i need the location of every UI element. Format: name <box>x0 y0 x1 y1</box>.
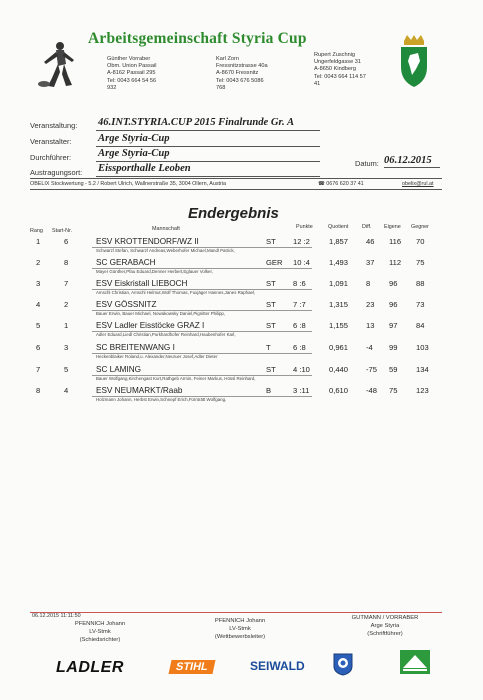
contact-vorraber: Günther Vorraber Obm. Union Passail A-8162 Passail 295 Tel: 0043 664 54 56 932 <box>107 56 157 91</box>
cell-gegner: 134 <box>416 365 429 374</box>
sponsor-green-logo-icon <box>400 650 430 674</box>
cell-quotient: 1,091 <box>329 279 349 288</box>
col-diff: Diff. <box>362 224 372 230</box>
signature-schiedsrichter: PFENNICH Johann LV-Stmk (Schiedsrichter) <box>74 621 126 643</box>
sponsor-seiwald: SEIWALD <box>250 659 305 673</box>
team-players: Bauer Wolfgang,Kirchengast Kurt,Rathgeb Armin, Feiner Markus, Hössl Reinhard, <box>96 376 256 381</box>
col-quotient: Quotient <box>328 224 349 230</box>
cell-gegner: 123 <box>416 386 429 395</box>
footer-timestamp: 06.12.2015 11:11:50 <box>32 613 81 619</box>
cell-punkte: 4 :10 <box>293 365 310 374</box>
cell-team: SC LAMING <box>96 365 142 374</box>
cell-startnr: 7 <box>64 279 69 288</box>
cell-diff: -75 <box>366 365 377 374</box>
cell-startnr: 3 <box>64 343 69 352</box>
datum-underline <box>384 167 440 168</box>
contact-zuschnig: Rupert Zuschnig Ungerfeldgasse 31 A-8650 Kindberg Tel: 0043 664 114 57 41 <box>314 52 366 87</box>
cell-startnr: 4 <box>64 386 69 395</box>
cell-diff: 23 <box>366 300 375 309</box>
cell-land: ST <box>266 279 276 288</box>
cell-startnr: 5 <box>64 365 69 374</box>
cell-team: SC GERABACH <box>96 258 156 267</box>
durchfuehrer-label: Durchführer: <box>30 153 72 162</box>
cell-rang: 3 <box>36 279 41 288</box>
cell-quotient: 1,857 <box>329 237 349 246</box>
cell-punkte: 6 :8 <box>293 343 306 352</box>
team-players: Adler Eduard,Liedl Christian,Purkhardhofer Reinhard,Haubenhofer Karl, <box>96 332 236 337</box>
cell-land: GER <box>266 258 283 267</box>
cell-quotient: 1,155 <box>329 321 349 330</box>
cell-team: SC BREITENWANG I <box>96 343 175 352</box>
cell-startnr: 1 <box>64 321 69 330</box>
ort-value: Eissporthalle Leoben <box>98 163 191 174</box>
cell-eigene: 96 <box>389 300 398 309</box>
signature-schriftfuehrer: GUTMANN / VORRABER Arge Styria (Schriftführer) <box>351 615 419 637</box>
cell-rang: 6 <box>36 343 41 352</box>
cell-eigene: 96 <box>389 279 398 288</box>
sponsor-ladler: LADLER <box>56 659 124 676</box>
cell-diff: -48 <box>366 386 377 395</box>
veranstaltung-value: 46.INT.STYRIA.CUP 2015 Finalrunde Gr. A <box>98 117 295 128</box>
cell-gegner: 103 <box>416 343 429 352</box>
cell-quotient: 0,440 <box>329 365 349 374</box>
cell-startnr: 6 <box>64 237 69 246</box>
cell-quotient: 0,961 <box>329 343 349 352</box>
cell-diff: 46 <box>366 237 375 246</box>
cell-gegner: 88 <box>416 279 425 288</box>
cell-diff: 8 <box>366 279 371 288</box>
cell-rang: 4 <box>36 300 41 309</box>
cell-eigene: 59 <box>389 365 398 374</box>
col-startnr: Start-Nr. <box>52 228 73 234</box>
veranstalter-value: Arge Styria-Cup <box>98 133 170 144</box>
cell-eigene: 116 <box>389 237 402 246</box>
cell-rang: 5 <box>36 321 41 330</box>
cell-gegner: 73 <box>416 300 425 309</box>
cell-rang: 2 <box>36 258 41 267</box>
col-rang: Rang <box>30 228 43 234</box>
cell-startnr: 2 <box>64 300 69 309</box>
org-title: Arbeitsgemeinschaft Styria Cup <box>88 30 307 47</box>
sponsor-emblem-icon <box>332 652 354 676</box>
cell-rang: 7 <box>36 365 41 374</box>
col-punkte: Punkte <box>296 224 313 230</box>
styria-coat-of-arms-icon <box>398 35 430 87</box>
cell-eigene: 99 <box>389 343 398 352</box>
veranstalter-label: Veranstalter: <box>30 137 72 146</box>
ort-label: Austragungsort: <box>30 168 83 177</box>
cell-quotient: 0,610 <box>329 386 349 395</box>
veranstaltung-label: Veranstaltung: <box>30 121 78 130</box>
results-heading: Endergebnis <box>188 205 279 222</box>
datum-label: Datum: <box>355 159 379 168</box>
team-players: Mayer Günther,Pfau Eduard,Denner Herbert,Eglauer Volker, <box>96 269 213 274</box>
cell-rang: 1 <box>36 237 41 246</box>
team-players: Schwarzl Stefan, Schwarzl Andreas,Weberhofer Michael,Mandl Patrick, <box>96 248 235 253</box>
col-eigene: Eigene <box>384 224 401 230</box>
cell-land: ST <box>266 365 276 374</box>
software-info: OBELIX Stockwertung - 5.2 / Robert Ulrich, Wallnerstraße 35, 3004 Ollern, Austria <box>30 181 227 187</box>
cell-diff: 13 <box>366 321 375 330</box>
col-mannschaft: Mannschaft <box>152 226 180 232</box>
footer-separator <box>30 612 442 613</box>
signature-wettbewerbsleiter: PFENNICH Johann LV-Stmk (Wettbewerbsleiter) <box>214 618 266 640</box>
cell-gegner: 84 <box>416 321 425 330</box>
durchfuehrer-underline <box>96 161 320 162</box>
software-email: obelix@rul.at <box>402 181 434 187</box>
team-players: Amschl Christian, Amschl Helmut,Wolf Thomas, Fuxjäger Hannes,Janes Raphael, <box>96 290 256 295</box>
contact-zorn: Karl Zorn Fressnitzstrasse 40a A-8670 Fressnitz Tel: 0043 676 5086 768 <box>216 56 268 91</box>
team-players: Holzmann Johann, Herbst Erwin,Schnepf Erich,Fürnträtt Wolfgang, <box>96 397 227 402</box>
cell-land: T <box>266 343 271 352</box>
cell-punkte: 8 :6 <box>293 279 306 288</box>
cell-land: ST <box>266 300 276 309</box>
cell-land: ST <box>266 237 276 246</box>
sponsor-stihl: STIHL <box>169 660 216 674</box>
durchfuehrer-value: Arge Styria-Cup <box>98 148 170 159</box>
cell-diff: -4 <box>366 343 373 352</box>
software-separator <box>30 189 442 190</box>
cell-punkte: 10 :4 <box>293 258 310 267</box>
cell-team: ESV Eiskristall LIEBOCH <box>96 279 188 288</box>
cell-gegner: 75 <box>416 258 425 267</box>
table-row <box>0 386 483 414</box>
team-players: Bauer Erwin, Bauer Michael, Nowakowsky Daniel,Pignitter Philipp, <box>96 311 226 316</box>
cell-team: ESV GÖSSNITZ <box>96 300 157 309</box>
ort-underline <box>96 176 320 177</box>
veranstaltung-underline <box>96 130 320 131</box>
team-players: Heckenblaiker Roland,u. Alexander,Neuruer Josef,Adler Dieter <box>96 354 218 359</box>
cell-gegner: 70 <box>416 237 425 246</box>
cell-land: ST <box>266 321 276 330</box>
veranstalter-underline <box>96 146 320 147</box>
cell-quotient: 1,493 <box>329 258 349 267</box>
cell-team: ESV KROTTENDORF/WZ II <box>96 237 199 246</box>
curler-logo <box>38 40 80 90</box>
cell-eigene: 112 <box>389 258 402 267</box>
cell-team: ESV Ladler Eisstöcke GRAZ I <box>96 321 205 330</box>
cell-team: ESV NEUMARKT/Raab <box>96 386 183 395</box>
datum-value: 06.12.2015 <box>384 155 432 166</box>
cell-startnr: 8 <box>64 258 69 267</box>
cell-land: B <box>266 386 272 395</box>
cell-eigene: 97 <box>389 321 398 330</box>
cell-rang: 8 <box>36 386 41 395</box>
cell-punkte: 6 :8 <box>293 321 306 330</box>
cell-eigene: 75 <box>389 386 398 395</box>
cell-punkte: 12 :2 <box>293 237 310 246</box>
cell-quotient: 1,315 <box>329 300 349 309</box>
cell-punkte: 7 :7 <box>293 300 306 309</box>
header-separator <box>30 178 442 179</box>
col-gegner: Gegner <box>411 224 429 230</box>
software-phone: ☎ 0676 620 37 41 <box>318 181 364 187</box>
cell-diff: 37 <box>366 258 375 267</box>
cell-punkte: 3 :11 <box>293 386 310 395</box>
